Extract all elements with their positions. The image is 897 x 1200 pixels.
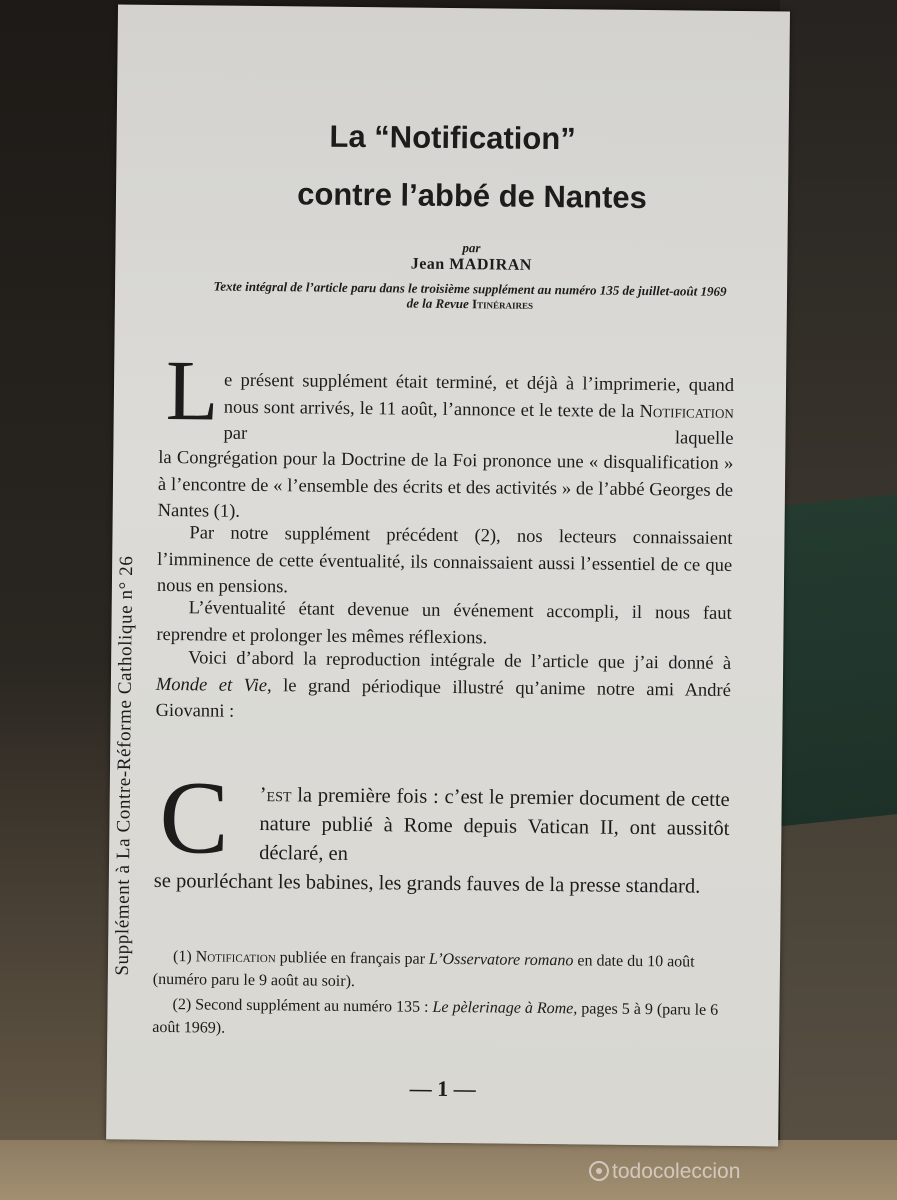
fn2-text-a: (2) Second supplément au numéro 135 : xyxy=(172,996,433,1016)
fn1-notification: Notification xyxy=(195,948,276,967)
drop-cap-c: C xyxy=(158,759,230,876)
fn1-text-a: publiée en français par xyxy=(275,949,430,968)
fn1-num: (1) xyxy=(172,948,196,966)
watermark-logo-icon xyxy=(588,1160,610,1182)
side-caption: Supplément à La Contre-Réforme Catholique n° 26 xyxy=(111,555,138,976)
quote-paragraph-top xyxy=(259,781,730,873)
page-number: — 1 — xyxy=(409,1075,476,1102)
footnote-2 xyxy=(152,993,742,1045)
p4-monde-et-vie: Monde et Vie xyxy=(155,674,268,696)
table-surface xyxy=(0,1140,897,1200)
p1-text-b: par laquelle xyxy=(223,423,734,449)
fn2-pelerinage: Le pèlerinage à Rome, xyxy=(432,998,578,1018)
quote-est: ’est xyxy=(259,784,292,807)
paragraph-1-bottom: la Congrégation pour la Doctrine de la Foi prononce une « disqualification » à l’encontre de « l’ensemble des écrits et des activités » de l’abbé Georges de Nantes (1). xyxy=(157,447,734,522)
byline-author: Jean MADIRAN xyxy=(410,255,532,274)
quote-paragraph-bottom: se pourléchant les babines, les grands fauves de la presse standard. xyxy=(153,869,701,898)
quote-text-a: la première fois : c’est le premier document de cette nature publié à Rome depuis Vatican II, ont aussitôt déclaré, en xyxy=(259,784,730,865)
title-line-2: contre l’abbé de Nantes xyxy=(297,176,648,216)
footnote-1 xyxy=(153,945,743,997)
fn1-osservatore: L’Osservatore romano xyxy=(428,950,574,970)
p4-text-b: , le grand périodique illustré qu’anime notre ami André Giovanni : xyxy=(155,675,731,722)
p4-text-a: Voici d’abord la reproduction intégrale de l’article que j’ai donné à xyxy=(188,648,732,674)
source-note-text: Texte intégral de l’article paru dans le troisième supplément au numéro 135 de juillet-août 1969 de la Revue xyxy=(213,278,727,312)
title-line-1: La “Notification” xyxy=(329,118,576,157)
drop-cap-l: L xyxy=(165,342,220,439)
document-page xyxy=(106,4,790,1146)
byline-par: par xyxy=(462,240,481,256)
p1-text-a: e présent supplément était terminé, et déjà à l’imprimerie, quand nous sont arrivés, le 11 août, l’annonce et le texte de la xyxy=(223,370,735,422)
p1-notification: Notification xyxy=(639,401,734,423)
fn2-text-b: pages 5 à 9 (paru le 6 août 1969). xyxy=(152,1000,719,1037)
paragraph-3: L’éventualité étant devenue un événement accompli, il nous faut reprendre et prolonger les mêmes réflexions. xyxy=(156,598,732,648)
paragraph-4 xyxy=(155,645,731,731)
paragraph-1-top xyxy=(223,368,734,453)
fn1-text-b: en date du 10 août (numéro paru le 9 août au soir). xyxy=(152,952,695,991)
paragraph-2: Par notre supplément précédent (2), nos lecteurs connaissaient l’imminence de cette éventualité, ils connaissaient aussi l’essentiel de ce que nous en pensions. xyxy=(156,523,733,598)
source-note xyxy=(210,278,730,313)
watermark-text: todocoleccion xyxy=(612,1160,741,1183)
source-note-review: Itinéraires xyxy=(471,296,534,312)
